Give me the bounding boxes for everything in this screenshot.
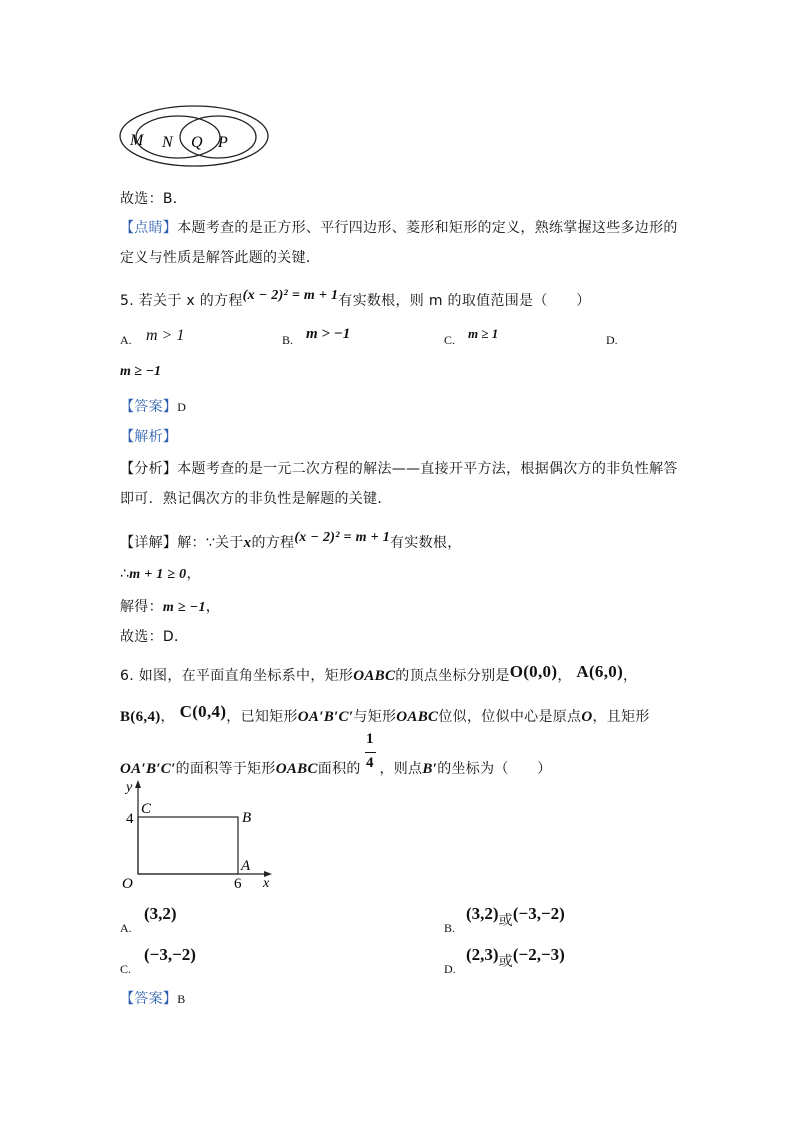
venn-label-m: M (130, 132, 144, 149)
q5-conclusion: 故选：D． (120, 629, 189, 645)
venn-label-n: N (162, 134, 173, 151)
rectangle-oabc (138, 817, 238, 874)
point-b-label: B (242, 810, 252, 826)
q5-step1: ∴m + 1 ≥ 0， (120, 566, 201, 582)
x-tick-label: 6 (234, 876, 242, 892)
q5-equation: (x − 2)² = m + 1 (242, 288, 339, 303)
q5-fenxi-line1: 【分析】本题考查的是一元二次方程的解法——直接开平方法，根据偶次方的非负性解答 (120, 461, 678, 477)
q6-option-a: A. (120, 921, 132, 935)
venn-label-p: P (218, 134, 228, 151)
q5-option-c-value: m ≥ 1 (468, 326, 499, 341)
q4-comment-line1: 【点睛】本题考查的是正方形、平行四边形、菱形和矩形的定义，熟练掌握这些多边形的 (120, 220, 678, 236)
q6-coordinate-figure (118, 776, 278, 892)
q5-option-d: D. (606, 333, 618, 347)
y-axis-arrow-icon (135, 780, 141, 788)
comment-tag: 【点睛】 (120, 220, 178, 236)
q5-option-a-value: m > 1 (146, 327, 185, 344)
q6-line1: 6. 如图，在平面直角坐标系中，矩形OABC的顶点坐标分别是O(0,0)， A(6,0)， (120, 662, 638, 684)
q6-option-b: B. (444, 921, 456, 935)
q6-answer: 【答案】B (120, 991, 186, 1007)
q5-fenxi-line2: 即可．熟记偶次方的非负性是解题的关键． (120, 491, 392, 507)
y-tick-label: 4 (126, 811, 134, 827)
q6-fraction-numerator: 1 (366, 731, 374, 747)
q5-option-c: C. (444, 333, 456, 347)
q4-comment-line2: 定义与性质是解答此题的关键． (120, 250, 321, 266)
q5-stem: 5. 若关于 x 的方程(x − 2)² = m + 1有实数根，则 m 的取值范围是（ ） (120, 288, 591, 309)
q6-line3: OA′B′C′的面积等于矩形OABC面积的 ，则点B′的坐标为（ ） (120, 761, 552, 777)
q5-option-b-value: m > −1 (306, 326, 351, 342)
q6-option-d-value: (2,3)或(−2,−3) (466, 945, 565, 970)
y-axis-label: y (126, 780, 133, 795)
point-c-label: C (141, 801, 152, 817)
venn-ellipse-n (136, 116, 220, 158)
q6-fraction-denominator: 4 (366, 755, 374, 771)
q6-option-d: D. (444, 962, 456, 976)
point-a-label: A (241, 858, 251, 874)
q5-step2: 解得：m ≥ −1， (120, 599, 221, 615)
x-axis-label: x (263, 876, 270, 891)
q6-fraction-bar (365, 752, 376, 753)
q5-analysis-tag: 【解析】 (120, 429, 178, 445)
q5-detail-line: 【详解】解：∵关于x的方程(x − 2)² = m + 1有实数根， (120, 530, 462, 551)
venn-diagram (118, 103, 273, 169)
q6-option-c: C. (120, 962, 132, 976)
q6-option-a-value: (3,2) (144, 904, 177, 923)
q5-answer: 【答案】D (120, 399, 187, 415)
q4-answer-line: 故选：B． (120, 191, 188, 207)
origin-label: O (122, 876, 133, 892)
venn-label-q: Q (191, 134, 203, 151)
q6-option-c-value: (−3,−2) (144, 945, 196, 964)
q6-option-b-value: (3,2)或(−3,−2) (466, 904, 565, 929)
q5-number: 5. (120, 293, 134, 309)
q5-option-b: B. (282, 333, 294, 347)
q6-line2: B(6,4)， C(0,4)，已知矩形OA′B′C′与矩形OABC位似，位似中心是原点O，且矩形 (120, 702, 650, 725)
q5-option-d-value: m ≥ −1 (120, 364, 162, 379)
q5-option-a: A. (120, 333, 132, 347)
